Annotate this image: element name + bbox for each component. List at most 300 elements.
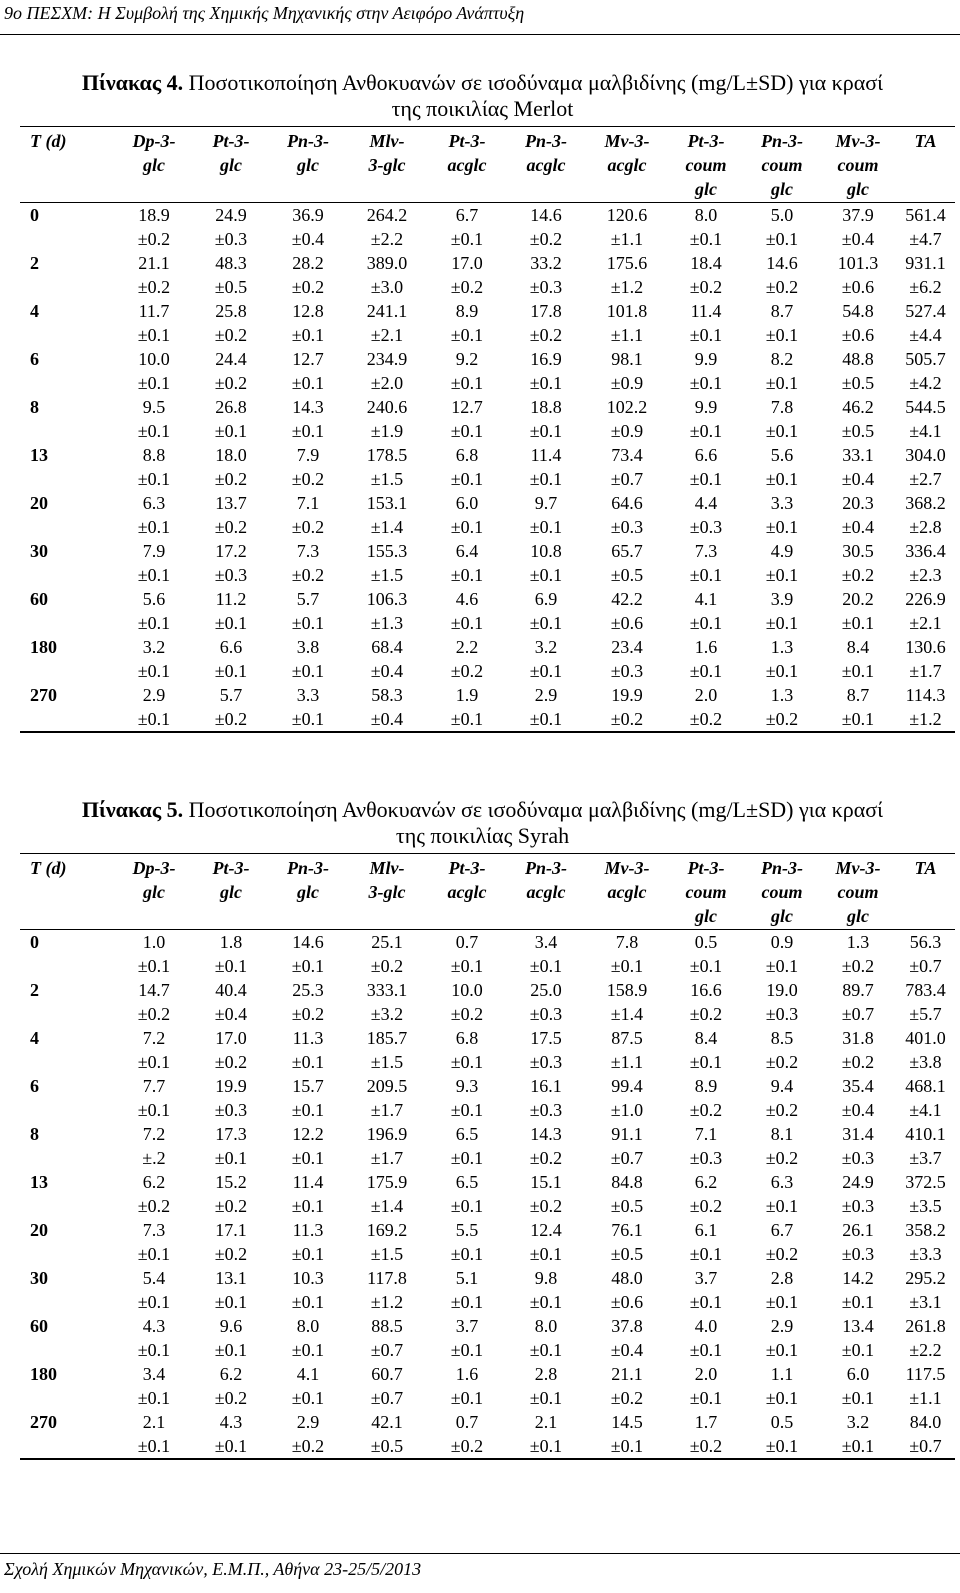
- mean-value: 234.9: [366, 349, 408, 369]
- mean-value: 98.1: [611, 349, 643, 369]
- value-cell: [428, 1074, 506, 1122]
- mean-value: 1.7: [694, 1412, 718, 1432]
- sd-value: ±1.1: [610, 229, 644, 249]
- mean-value: 76.1: [611, 1220, 643, 1240]
- sd-value: ±0.2: [450, 661, 484, 681]
- time-cell: 0: [30, 932, 39, 952]
- sd-value: ±0.2: [291, 1436, 325, 1456]
- sd-value: ±0.4: [841, 517, 875, 537]
- value-cell: [668, 930, 744, 979]
- sd-value: ±0.4: [841, 229, 875, 249]
- value-cell: [668, 1314, 744, 1362]
- page-footer: Σχολή Χημικών Μηχανικών, Ε.Μ.Π., Αθήνα 23-25/5/2013: [4, 1559, 422, 1579]
- mean-value: 14.6: [292, 932, 324, 952]
- value-cell: [896, 539, 955, 587]
- value-cell: [668, 1122, 744, 1170]
- mean-value: 33.2: [530, 253, 562, 273]
- sd-value: ±0.6: [610, 1292, 644, 1312]
- mean-value: 6.1: [694, 1220, 718, 1240]
- value-cell: [346, 635, 428, 683]
- mean-value: 3.4: [534, 932, 558, 952]
- value-cell: [586, 203, 668, 252]
- mean-value: 20.3: [842, 493, 874, 513]
- mean-value: 120.6: [606, 205, 648, 225]
- mean-value: 6.3: [142, 493, 166, 513]
- sd-value: ±0.1: [450, 1292, 484, 1312]
- mean-value: 6.3: [770, 1172, 794, 1192]
- sd-value: ±0.1: [689, 956, 723, 976]
- mean-value: 7.3: [142, 1220, 166, 1240]
- sd-value: ±1.5: [370, 469, 404, 489]
- value-cell: [820, 1266, 896, 1314]
- sd-value: ±0.1: [137, 1052, 171, 1072]
- value-cell: [346, 539, 428, 587]
- sd-value: ±0.1: [291, 373, 325, 393]
- value-cell: [896, 1074, 955, 1122]
- mean-value: 1.6: [455, 1364, 479, 1384]
- sd-value: ±0.1: [291, 1388, 325, 1408]
- sd-value: ±0.1: [450, 1196, 484, 1216]
- value-cell: [116, 1218, 192, 1266]
- sd-value: ±0.1: [529, 1244, 563, 1264]
- sd-value: ±0.2: [214, 1388, 248, 1408]
- mean-value: 12.2: [292, 1124, 324, 1144]
- value-cell: [192, 1026, 270, 1074]
- column-header-text: coum: [685, 882, 727, 902]
- column-header: [586, 127, 668, 203]
- mean-value: 468.1: [905, 1076, 946, 1096]
- sd-value: ±0.2: [450, 1004, 484, 1024]
- value-cell: [820, 251, 896, 299]
- mean-value: 35.4: [842, 1076, 874, 1096]
- sd-value: ±0.1: [529, 421, 563, 441]
- value-cell: [586, 1026, 668, 1074]
- value-cell: [586, 347, 668, 395]
- time-cell: 2: [30, 253, 39, 273]
- column-header: [192, 127, 270, 203]
- mean-value: 16.6: [690, 980, 722, 1000]
- mean-value: 185.7: [366, 1028, 408, 1048]
- mean-value: 0.7: [455, 932, 479, 952]
- value-cell: [506, 930, 586, 979]
- value-cell: [744, 203, 820, 252]
- value-cell: [506, 539, 586, 587]
- mean-value: 7.7: [142, 1076, 166, 1096]
- mean-value: 358.2: [905, 1220, 946, 1240]
- mean-value: 48.3: [215, 253, 247, 273]
- sd-value: ±0.1: [689, 565, 723, 585]
- column-header: [346, 127, 428, 203]
- table-row: [20, 491, 955, 539]
- column-header: [116, 854, 192, 930]
- sd-value: ±0.5: [610, 1196, 644, 1216]
- column-header-text: coum: [761, 882, 803, 902]
- column-header: [668, 127, 744, 203]
- sd-value: ±0.1: [841, 661, 875, 681]
- sd-value: ±0.2: [765, 1052, 799, 1072]
- value-cell: [270, 635, 346, 683]
- sd-value: ±0.1: [610, 956, 644, 976]
- value-cell: [896, 1314, 955, 1362]
- mean-value: 11.4: [530, 445, 562, 465]
- sd-value: ±3.8: [909, 1052, 942, 1072]
- mean-value: 3.2: [142, 637, 166, 657]
- mean-value: 372.5: [905, 1172, 946, 1192]
- value-cell: [428, 930, 506, 979]
- mean-value: 196.9: [366, 1124, 408, 1144]
- mean-value: 561.4: [905, 205, 946, 225]
- sd-value: ±1.2: [370, 1292, 404, 1312]
- mean-value: 3.2: [534, 637, 558, 657]
- column-header: [896, 127, 955, 203]
- mean-value: 37.9: [842, 205, 874, 225]
- time-cell: 8: [30, 397, 39, 417]
- time-cell: 6: [30, 349, 39, 369]
- value-cell: [896, 1026, 955, 1074]
- mean-value: 175.9: [366, 1172, 408, 1192]
- sd-value: ±0.1: [137, 709, 171, 729]
- column-header: [820, 854, 896, 930]
- mean-value: 8.0: [694, 205, 718, 225]
- column-header-text: coum: [761, 155, 803, 175]
- mean-value: 14.6: [530, 205, 562, 225]
- value-cell: [896, 930, 955, 979]
- column-header-text: Mv-3-: [835, 858, 881, 878]
- mean-value: 11.4: [690, 301, 722, 321]
- value-cell: [116, 395, 192, 443]
- sd-value: ±0.1: [765, 1196, 799, 1216]
- mean-value: 6.2: [142, 1172, 166, 1192]
- sd-value: ±0.1: [529, 565, 563, 585]
- sd-value: ±0.4: [370, 661, 404, 681]
- mean-value: 19.9: [611, 685, 643, 705]
- value-cell: [116, 299, 192, 347]
- mean-value: 8.4: [846, 637, 870, 657]
- mean-value: 9.5: [142, 397, 166, 417]
- mean-value: 10.0: [138, 349, 170, 369]
- column-header-text: glc: [771, 179, 793, 199]
- mean-value: 5.7: [219, 685, 243, 705]
- mean-value: 3.4: [142, 1364, 166, 1384]
- mean-value: 158.9: [606, 980, 648, 1000]
- sd-value: ±0.2: [765, 1100, 799, 1120]
- sd-value: ±0.1: [529, 1340, 563, 1360]
- mean-value: 6.2: [219, 1364, 243, 1384]
- value-cell: [896, 491, 955, 539]
- mean-value: 54.8: [842, 301, 874, 321]
- sd-value: ±6.2: [909, 277, 942, 297]
- mean-value: 117.5: [905, 1364, 946, 1384]
- value-cell: [116, 539, 192, 587]
- value-cell: [428, 635, 506, 683]
- value-cell: [896, 251, 955, 299]
- mean-value: 16.1: [530, 1076, 562, 1096]
- sd-value: ±0.2: [214, 469, 248, 489]
- mean-value: 4.9: [770, 541, 794, 561]
- mean-value: 68.4: [371, 637, 403, 657]
- mean-value: 6.4: [455, 541, 479, 561]
- value-cell: [668, 203, 744, 252]
- mean-value: 4.3: [219, 1412, 243, 1432]
- mean-value: 2.2: [455, 637, 479, 657]
- mean-value: 17.2: [215, 541, 247, 561]
- sd-value: ±2.8: [909, 517, 942, 537]
- sd-value: ±0.1: [137, 613, 171, 633]
- column-header-text: glc: [847, 906, 869, 926]
- value-cell: [116, 635, 192, 683]
- value-cell: [428, 1170, 506, 1218]
- column-header-text: 3-glc: [368, 882, 406, 902]
- value-cell: [820, 978, 896, 1026]
- time-cell: 8: [30, 1124, 39, 1144]
- sd-value: ±0.4: [841, 1100, 875, 1120]
- mean-value: 240.6: [366, 397, 408, 417]
- value-cell: [116, 1170, 192, 1218]
- value-cell: [744, 395, 820, 443]
- sd-value: ±0.2: [291, 469, 325, 489]
- value-cell: [586, 491, 668, 539]
- time-cell: 6: [30, 1076, 39, 1096]
- value-cell: [668, 251, 744, 299]
- sd-value: ±0.2: [291, 277, 325, 297]
- value-cell: [346, 683, 428, 732]
- column-header: [116, 127, 192, 203]
- column-header: [820, 127, 896, 203]
- mean-value: 783.4: [905, 980, 946, 1000]
- table-row: [20, 443, 955, 491]
- value-cell: [586, 978, 668, 1026]
- value-cell: [116, 1362, 192, 1410]
- table-row: [20, 299, 955, 347]
- sd-value: ±.2: [142, 1148, 166, 1168]
- mean-value: 1.3: [770, 637, 794, 657]
- value-cell: [192, 347, 270, 395]
- sd-value: ±2.7: [909, 469, 942, 489]
- column-header-text: glc: [695, 906, 717, 926]
- value-cell: [586, 930, 668, 979]
- value-cell: [428, 299, 506, 347]
- value-cell: [820, 395, 896, 443]
- sd-value: ±0.1: [137, 956, 171, 976]
- sd-value: ±0.3: [841, 1244, 875, 1264]
- sd-value: ±0.1: [841, 1292, 875, 1312]
- sd-value: ±0.1: [450, 709, 484, 729]
- mean-value: 2.9: [296, 1412, 320, 1432]
- table-row: [20, 587, 955, 635]
- value-cell: [116, 443, 192, 491]
- mean-value: 14.3: [292, 397, 324, 417]
- sd-value: ±0.2: [214, 1052, 248, 1072]
- sd-value: ±0.1: [765, 956, 799, 976]
- column-header-text: glc: [143, 155, 165, 175]
- sd-value: ±0.3: [214, 229, 248, 249]
- sd-value: ±0.1: [450, 1052, 484, 1072]
- value-cell: [820, 491, 896, 539]
- mean-value: 5.7: [296, 589, 320, 609]
- value-cell: [270, 1074, 346, 1122]
- value-cell: [744, 1122, 820, 1170]
- mean-value: 4.6: [455, 589, 479, 609]
- mean-value: 17.1: [215, 1220, 247, 1240]
- table-row: [20, 1362, 955, 1410]
- mean-value: 48.8: [842, 349, 874, 369]
- sd-value: ±0.2: [529, 1196, 563, 1216]
- value-cell: [744, 1026, 820, 1074]
- sd-value: ±0.1: [529, 517, 563, 537]
- mean-value: 6.7: [770, 1220, 794, 1240]
- mean-value: 31.4: [842, 1124, 874, 1144]
- value-cell: [116, 1122, 192, 1170]
- value-cell: [586, 1170, 668, 1218]
- mean-value: 6.7: [455, 205, 479, 225]
- mean-value: 0.5: [770, 1412, 794, 1432]
- sd-value: ±0.2: [689, 709, 723, 729]
- column-header: [20, 127, 116, 203]
- mean-value: 19.9: [215, 1076, 247, 1096]
- value-cell: [192, 1170, 270, 1218]
- value-cell: [506, 1266, 586, 1314]
- sd-value: ±0.1: [214, 421, 248, 441]
- value-cell: [744, 930, 820, 979]
- value-cell: [116, 930, 192, 979]
- value-cell: [270, 1266, 346, 1314]
- mean-value: 9.6: [219, 1316, 243, 1336]
- value-cell: [116, 1266, 192, 1314]
- sd-value: ±0.1: [137, 565, 171, 585]
- value-cell: [116, 1026, 192, 1074]
- value-cell: [192, 203, 270, 252]
- value-cell: [668, 1218, 744, 1266]
- sd-value: ±0.1: [529, 1292, 563, 1312]
- mean-value: 1.1: [770, 1364, 794, 1384]
- sd-value: ±0.6: [841, 325, 875, 345]
- sd-value: ±0.1: [765, 565, 799, 585]
- sd-value: ±4.7: [909, 229, 942, 249]
- value-cell: [506, 1362, 586, 1410]
- value-cell: [346, 978, 428, 1026]
- table4-title-line1: Ποσοτικοποίηση Ανθοκυανών σε ισοδύναμα μαλβιδίνης (mg/L±SD) για κρασί: [188, 70, 884, 95]
- value-cell: [668, 1170, 744, 1218]
- mean-value: 931.1: [905, 253, 946, 273]
- sd-value: ±0.1: [450, 373, 484, 393]
- sd-value: ±0.1: [291, 421, 325, 441]
- value-cell: [428, 539, 506, 587]
- mean-value: 3.7: [455, 1316, 479, 1336]
- value-cell: [586, 635, 668, 683]
- value-cell: [428, 1314, 506, 1362]
- sd-value: ±1.2: [909, 709, 942, 729]
- value-cell: [506, 1170, 586, 1218]
- sd-value: ±5.7: [909, 1004, 942, 1024]
- mean-value: 169.2: [366, 1220, 408, 1240]
- column-header-text: TA: [914, 858, 937, 878]
- value-cell: [896, 203, 955, 252]
- mean-value: 7.2: [142, 1028, 166, 1048]
- mean-value: 40.4: [215, 980, 247, 1000]
- mean-value: 3.3: [296, 685, 320, 705]
- value-cell: [192, 978, 270, 1026]
- mean-value: 7.2: [142, 1124, 166, 1144]
- sd-value: ±0.2: [291, 1004, 325, 1024]
- value-cell: [270, 683, 346, 732]
- mean-value: 11.2: [215, 589, 247, 609]
- value-cell: [428, 683, 506, 732]
- value-cell: [270, 1026, 346, 1074]
- time-cell: 30: [30, 541, 48, 561]
- sd-value: ±1.4: [610, 1004, 644, 1024]
- sd-value: ±3.1: [909, 1292, 942, 1312]
- sd-value: ±0.1: [291, 1148, 325, 1168]
- sd-value: ±0.1: [214, 1340, 248, 1360]
- table4-body: [20, 203, 955, 733]
- value-cell: [506, 1074, 586, 1122]
- mean-value: 5.6: [770, 445, 794, 465]
- mean-value: 7.1: [296, 493, 320, 513]
- sd-value: ±0.5: [610, 1244, 644, 1264]
- sd-value: ±1.1: [610, 325, 644, 345]
- table-row: [20, 635, 955, 683]
- mean-value: 12.8: [292, 301, 324, 321]
- value-cell: [586, 1314, 668, 1362]
- sd-value: ±3.0: [370, 277, 404, 297]
- table5-body: [20, 930, 955, 1460]
- value-cell: [506, 491, 586, 539]
- value-cell: [116, 203, 192, 252]
- mean-value: 261.8: [905, 1316, 946, 1336]
- sd-value: ±0.1: [450, 1340, 484, 1360]
- mean-value: 117.8: [367, 1268, 407, 1288]
- column-header: [896, 854, 955, 930]
- time-cell: 30: [30, 1268, 48, 1288]
- value-cell: [428, 1362, 506, 1410]
- column-header-text: glc: [297, 155, 319, 175]
- sd-value: ±0.1: [450, 613, 484, 633]
- mean-value: 13.4: [842, 1316, 874, 1336]
- mean-value: 2.0: [694, 685, 718, 705]
- mean-value: 87.5: [611, 1028, 643, 1048]
- column-header-text: T (d): [30, 131, 67, 151]
- value-cell: [192, 683, 270, 732]
- mean-value: 25.3: [292, 980, 324, 1000]
- value-cell: [192, 539, 270, 587]
- sd-value: ±0.1: [450, 517, 484, 537]
- sd-value: ±4.2: [909, 373, 942, 393]
- table5-title-line2: της ποικιλίας Syrah: [395, 823, 570, 848]
- sd-value: ±0.1: [137, 469, 171, 489]
- value-cell: [116, 251, 192, 299]
- sd-value: ±1.2: [610, 277, 644, 297]
- footer-rule: [0, 1553, 960, 1554]
- sd-value: ±0.1: [291, 1100, 325, 1120]
- sd-value: ±1.0: [610, 1100, 644, 1120]
- value-cell: [820, 1362, 896, 1410]
- sd-value: ±0.2: [529, 229, 563, 249]
- value-cell: [744, 587, 820, 635]
- value-cell: [192, 635, 270, 683]
- sd-value: ±1.1: [909, 1388, 942, 1408]
- sd-value: ±0.1: [841, 1436, 875, 1456]
- mean-value: 24.9: [215, 205, 247, 225]
- column-header-text: Mv-3-: [604, 858, 650, 878]
- column-header: [270, 854, 346, 930]
- column-header-text: Pn-3-: [525, 131, 567, 151]
- value-cell: [668, 587, 744, 635]
- sd-value: ±0.1: [765, 373, 799, 393]
- sd-value: ±0.2: [214, 325, 248, 345]
- column-header-text: Mlv-: [369, 858, 405, 878]
- value-cell: [270, 203, 346, 252]
- column-header-text: T (d): [30, 858, 67, 878]
